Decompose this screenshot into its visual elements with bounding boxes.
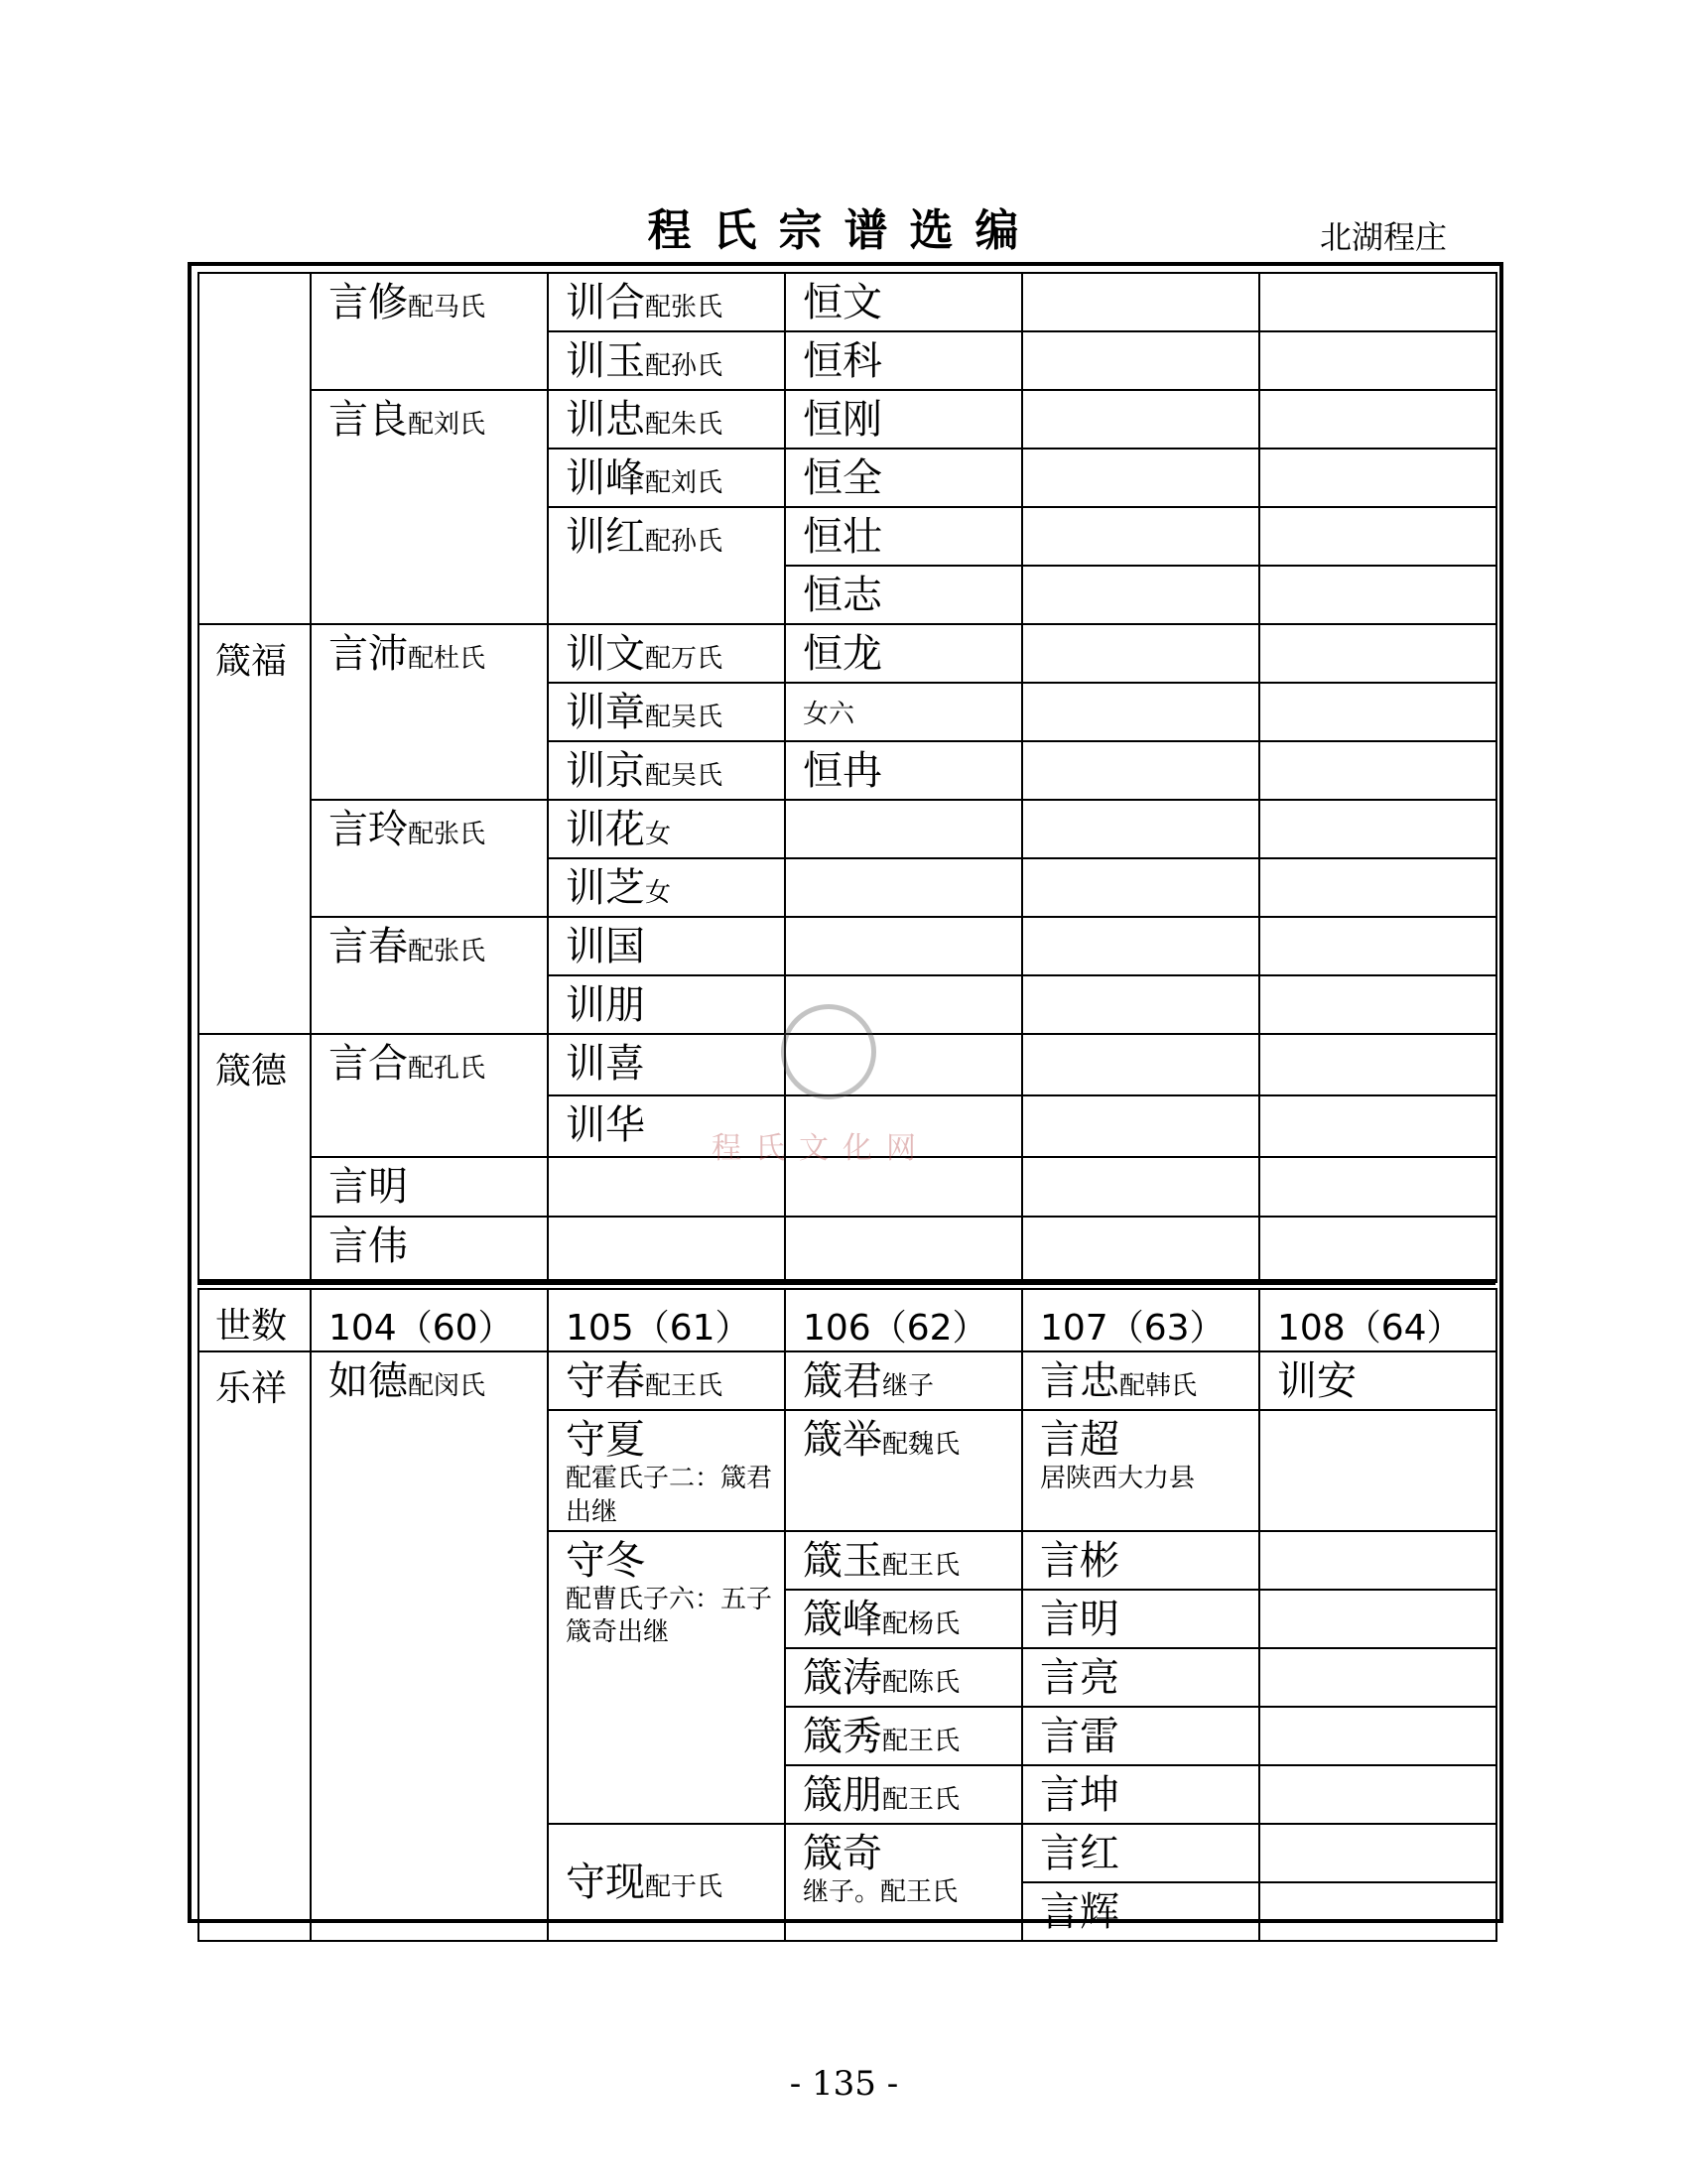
- watermark-seal-icon: [781, 1004, 876, 1099]
- person-cell: [785, 1531, 1022, 1590]
- person-cell: [785, 741, 1022, 800]
- person-note: 居陕西大力县: [1040, 1464, 1196, 1493]
- person-cell: [311, 624, 548, 800]
- person-name: 训喜: [566, 1041, 645, 1087]
- person-note: 女: [645, 820, 672, 849]
- person-cell: [1022, 1824, 1259, 1882]
- person-cell: [311, 917, 548, 1034]
- person-note: 继子: [882, 1371, 935, 1401]
- person-cell: [311, 1217, 548, 1282]
- person-note: 配朱氏: [645, 410, 723, 440]
- header-cell: [548, 1289, 785, 1351]
- person-name: 箴峰: [803, 1596, 882, 1642]
- generation-cell: [198, 273, 311, 624]
- person-name: 箴君: [803, 1358, 882, 1404]
- empty-cell: [1022, 390, 1259, 449]
- table-row: [198, 390, 1496, 449]
- empty-cell: [1022, 683, 1259, 741]
- empty-cell: [1022, 800, 1259, 858]
- person-name: 言玲: [328, 807, 408, 852]
- header-label: 107（63）: [1040, 1308, 1226, 1349]
- watermark: [700, 1004, 977, 1173]
- person-cell: [548, 683, 785, 741]
- empty-cell: [1022, 449, 1259, 507]
- person-cell: [785, 1707, 1022, 1765]
- person-cell: [785, 507, 1022, 566]
- empty-cell: [1259, 1707, 1496, 1765]
- person-note: 配霍氏子二：箴君出继: [566, 1464, 773, 1527]
- empty-cell: [1259, 1217, 1496, 1282]
- person-cell: [548, 1824, 785, 1941]
- person-name: 言红: [1040, 1830, 1119, 1876]
- person-cell: [785, 273, 1022, 331]
- person-name: 恒壮: [803, 514, 882, 560]
- person-note: 继子。配王氏: [803, 1876, 959, 1907]
- person-name: 恒刚: [803, 397, 882, 443]
- person-name: 守现: [566, 1859, 645, 1905]
- person-note: 配杨氏: [882, 1608, 961, 1639]
- header-label: 106（62）: [803, 1308, 988, 1349]
- header-cell: [1259, 1289, 1496, 1351]
- empty-cell: [1259, 917, 1496, 975]
- header-row: [198, 1289, 1496, 1351]
- person-note: 配陈氏: [882, 1667, 961, 1698]
- table-divider: [197, 1279, 1495, 1285]
- person-name: 训章: [566, 690, 645, 735]
- empty-cell: [1022, 1034, 1259, 1095]
- empty-cell: [1259, 683, 1496, 741]
- empty-cell: [1022, 624, 1259, 683]
- page-number: - 135 -: [789, 2064, 899, 2104]
- person-cell: [311, 273, 548, 390]
- person-name: 言春: [328, 924, 408, 969]
- person-name: 箴奇: [803, 1830, 882, 1876]
- table-row: [198, 624, 1496, 683]
- empty-cell: [1022, 1157, 1259, 1217]
- person-name: 言辉: [1040, 1888, 1119, 1935]
- empty-cell: [1022, 917, 1259, 975]
- generation-name: 乐祥: [215, 1368, 288, 1409]
- person-cell: [785, 1824, 1022, 1941]
- person-name: 言超: [1040, 1417, 1119, 1463]
- person-name: 箴秀: [803, 1713, 882, 1759]
- person-name: 言雷: [1040, 1713, 1119, 1759]
- person-note: 配孙氏: [645, 351, 723, 381]
- person-note: 配孔氏: [408, 1054, 486, 1084]
- person-cell: [548, 1410, 785, 1531]
- person-name: 训芝: [566, 865, 645, 911]
- person-name: 言沛: [328, 631, 408, 677]
- person-note: 配孙氏: [645, 527, 723, 557]
- person-cell: [785, 1765, 1022, 1824]
- person-name: 如德: [328, 1358, 408, 1404]
- table-row: [198, 917, 1496, 975]
- person-note: 配王氏: [882, 1784, 961, 1815]
- empty-cell: [785, 858, 1022, 917]
- empty-cell: [1259, 507, 1496, 566]
- table-row: [198, 1351, 1496, 1410]
- person-note: 配刘氏: [645, 468, 723, 498]
- person-cell: [785, 1351, 1022, 1410]
- person-cell: [548, 331, 785, 390]
- empty-cell: [1022, 741, 1259, 800]
- person-note: 配闵氏: [408, 1371, 486, 1401]
- person-name: 言亮: [1040, 1654, 1119, 1701]
- empty-cell: [1022, 1217, 1259, 1282]
- person-name: 箴涛: [803, 1654, 882, 1701]
- header-cell: [1022, 1289, 1259, 1351]
- person-name: 训文: [566, 631, 645, 677]
- person-cell: [311, 1351, 548, 1941]
- empty-cell: [1259, 1531, 1496, 1590]
- person-name: 恒科: [803, 338, 882, 384]
- person-name: 恒龙: [803, 631, 882, 677]
- empty-cell: [785, 800, 1022, 858]
- person-name: 箴朋: [803, 1771, 882, 1818]
- person-cell: [785, 331, 1022, 390]
- person-cell: [785, 390, 1022, 449]
- person-name: 训合: [566, 280, 645, 325]
- generation-cell: [198, 624, 311, 1034]
- empty-cell: [1259, 975, 1496, 1034]
- person-note: 配张氏: [408, 820, 486, 849]
- table-row: [198, 273, 1496, 331]
- empty-cell: [548, 1217, 785, 1282]
- person-cell: [548, 624, 785, 683]
- generation-name: 箴福: [215, 641, 288, 682]
- person-cell: [1022, 1351, 1259, 1410]
- empty-cell: [1259, 624, 1496, 683]
- person-cell: [548, 800, 785, 858]
- empty-cell: [1259, 1095, 1496, 1157]
- person-cell: [785, 1590, 1022, 1648]
- table-row: [198, 800, 1496, 858]
- person-note: 配杜氏: [408, 644, 486, 674]
- person-cell: [311, 1157, 548, 1217]
- person-cell: [1022, 1882, 1259, 1941]
- person-note: 配魏氏: [882, 1430, 961, 1460]
- header-cell: [198, 1289, 311, 1351]
- person-name: 言彬: [1040, 1537, 1119, 1584]
- page-title: 程氏宗谱选编: [647, 205, 1041, 256]
- person-cell: [548, 1351, 785, 1410]
- person-note: 配王氏: [645, 1371, 723, 1401]
- person-cell: [548, 449, 785, 507]
- person-cell: [1022, 1765, 1259, 1824]
- person-note: 配刘氏: [408, 410, 486, 440]
- empty-cell: [1259, 1765, 1496, 1824]
- empty-cell: [1259, 273, 1496, 331]
- person-name: 箴玉: [803, 1537, 882, 1584]
- person-name: 言明: [328, 1164, 408, 1210]
- header-label: 104（60）: [328, 1308, 514, 1349]
- empty-cell: [1259, 741, 1496, 800]
- person-cell: [1259, 1351, 1496, 1410]
- person-cell: [785, 449, 1022, 507]
- person-cell: [311, 390, 548, 624]
- person-name: 训安: [1277, 1358, 1357, 1404]
- empty-cell: [1022, 858, 1259, 917]
- person-name: 恒全: [803, 455, 882, 501]
- person-name: 训红: [566, 514, 645, 560]
- empty-cell: [1259, 1824, 1496, 1882]
- person-cell: [1022, 1531, 1259, 1590]
- person-cell: [311, 1034, 548, 1157]
- person-cell: [785, 1648, 1022, 1707]
- person-note: 配王氏: [882, 1726, 961, 1756]
- person-cell: [785, 624, 1022, 683]
- empty-cell: [1022, 507, 1259, 566]
- person-note: 配马氏: [408, 293, 486, 322]
- person-name: 言伟: [328, 1223, 408, 1269]
- person-cell: [785, 1410, 1022, 1531]
- empty-cell: [1259, 1648, 1496, 1707]
- person-name: 恒文: [803, 280, 882, 325]
- person-cell: [548, 273, 785, 331]
- person-note: 女: [645, 878, 672, 908]
- person-cell: [548, 741, 785, 800]
- header-cell: [785, 1289, 1022, 1351]
- person-cell: [785, 566, 1022, 624]
- person-name: 言明: [1040, 1596, 1119, 1642]
- person-name: 言忠: [1040, 1358, 1119, 1404]
- person-name: 守春: [566, 1358, 645, 1404]
- empty-cell: [1259, 390, 1496, 449]
- empty-cell: [785, 1217, 1022, 1282]
- empty-cell: [1259, 1034, 1496, 1095]
- person-name: 训华: [566, 1102, 645, 1148]
- generation-name: 箴德: [215, 1051, 288, 1092]
- person-cell: [548, 390, 785, 449]
- empty-cell: [1259, 331, 1496, 390]
- person-name: 训京: [566, 748, 645, 794]
- empty-cell: [1259, 1882, 1496, 1941]
- header-label: 108（64）: [1277, 1308, 1463, 1349]
- header-label: 105（61）: [566, 1308, 751, 1349]
- person-name: 言修: [328, 280, 408, 325]
- watermark-text: 程氏文化网: [712, 1131, 930, 1166]
- empty-cell: [1022, 1095, 1259, 1157]
- person-cell: [1022, 1707, 1259, 1765]
- generation-cell: [198, 1351, 311, 1941]
- person-note: 配王氏: [882, 1550, 961, 1581]
- person-cell: [548, 917, 785, 975]
- person-name: 言良: [328, 397, 408, 443]
- generation-cell: [198, 1034, 311, 1282]
- person-cell: [1022, 1410, 1259, 1531]
- person-note: 配韩氏: [1119, 1371, 1198, 1401]
- person-note: 配万氏: [645, 644, 723, 674]
- person-note: 配张氏: [408, 937, 486, 966]
- header-cell: [311, 1289, 548, 1351]
- header-label: 世数: [215, 1306, 288, 1347]
- empty-cell: [1259, 566, 1496, 624]
- person-name: 训忠: [566, 397, 645, 443]
- person-name: 言坤: [1040, 1771, 1119, 1818]
- person-cell: [785, 683, 1022, 741]
- empty-cell: [1259, 1157, 1496, 1217]
- person-note: 配曹氏子六：五子箴奇出继: [566, 1584, 773, 1648]
- empty-cell: [1022, 566, 1259, 624]
- person-note: 配于氏: [645, 1871, 723, 1902]
- lower-genealogy-table: [197, 1288, 1497, 1942]
- person-name: 守夏: [566, 1417, 645, 1463]
- person-cell: [548, 858, 785, 917]
- table-row: [198, 1217, 1496, 1282]
- person-cell: [548, 1531, 785, 1824]
- person-name: 训玉: [566, 338, 645, 384]
- person-cell: [1022, 1590, 1259, 1648]
- person-name: 言合: [328, 1041, 408, 1087]
- empty-cell: [1022, 331, 1259, 390]
- empty-cell: [1259, 800, 1496, 858]
- empty-cell: [1259, 858, 1496, 917]
- person-cell: [1022, 1648, 1259, 1707]
- empty-cell: [1022, 273, 1259, 331]
- person-name: 训花: [566, 807, 645, 852]
- page-subtitle: 北湖程庄: [1320, 218, 1448, 256]
- empty-cell: [1259, 449, 1496, 507]
- empty-cell: [1022, 975, 1259, 1034]
- person-note: 配张氏: [645, 293, 723, 322]
- person-note: 配吴氏: [645, 761, 723, 791]
- person-note: 配吴氏: [645, 703, 723, 732]
- empty-cell: [1259, 1410, 1496, 1531]
- person-name: 恒志: [803, 573, 882, 618]
- empty-cell: [785, 917, 1022, 975]
- person-cell: [311, 800, 548, 917]
- person-name: 恒冉: [803, 748, 882, 794]
- person-name: 守冬: [566, 1537, 645, 1584]
- person-name: 训国: [566, 924, 645, 969]
- person-name: 箴举: [803, 1417, 882, 1463]
- person-note: 女六: [803, 700, 855, 729]
- empty-cell: [1259, 1590, 1496, 1648]
- person-cell: [548, 507, 785, 624]
- person-name: 训峰: [566, 455, 645, 501]
- person-name: 训朋: [566, 982, 645, 1028]
